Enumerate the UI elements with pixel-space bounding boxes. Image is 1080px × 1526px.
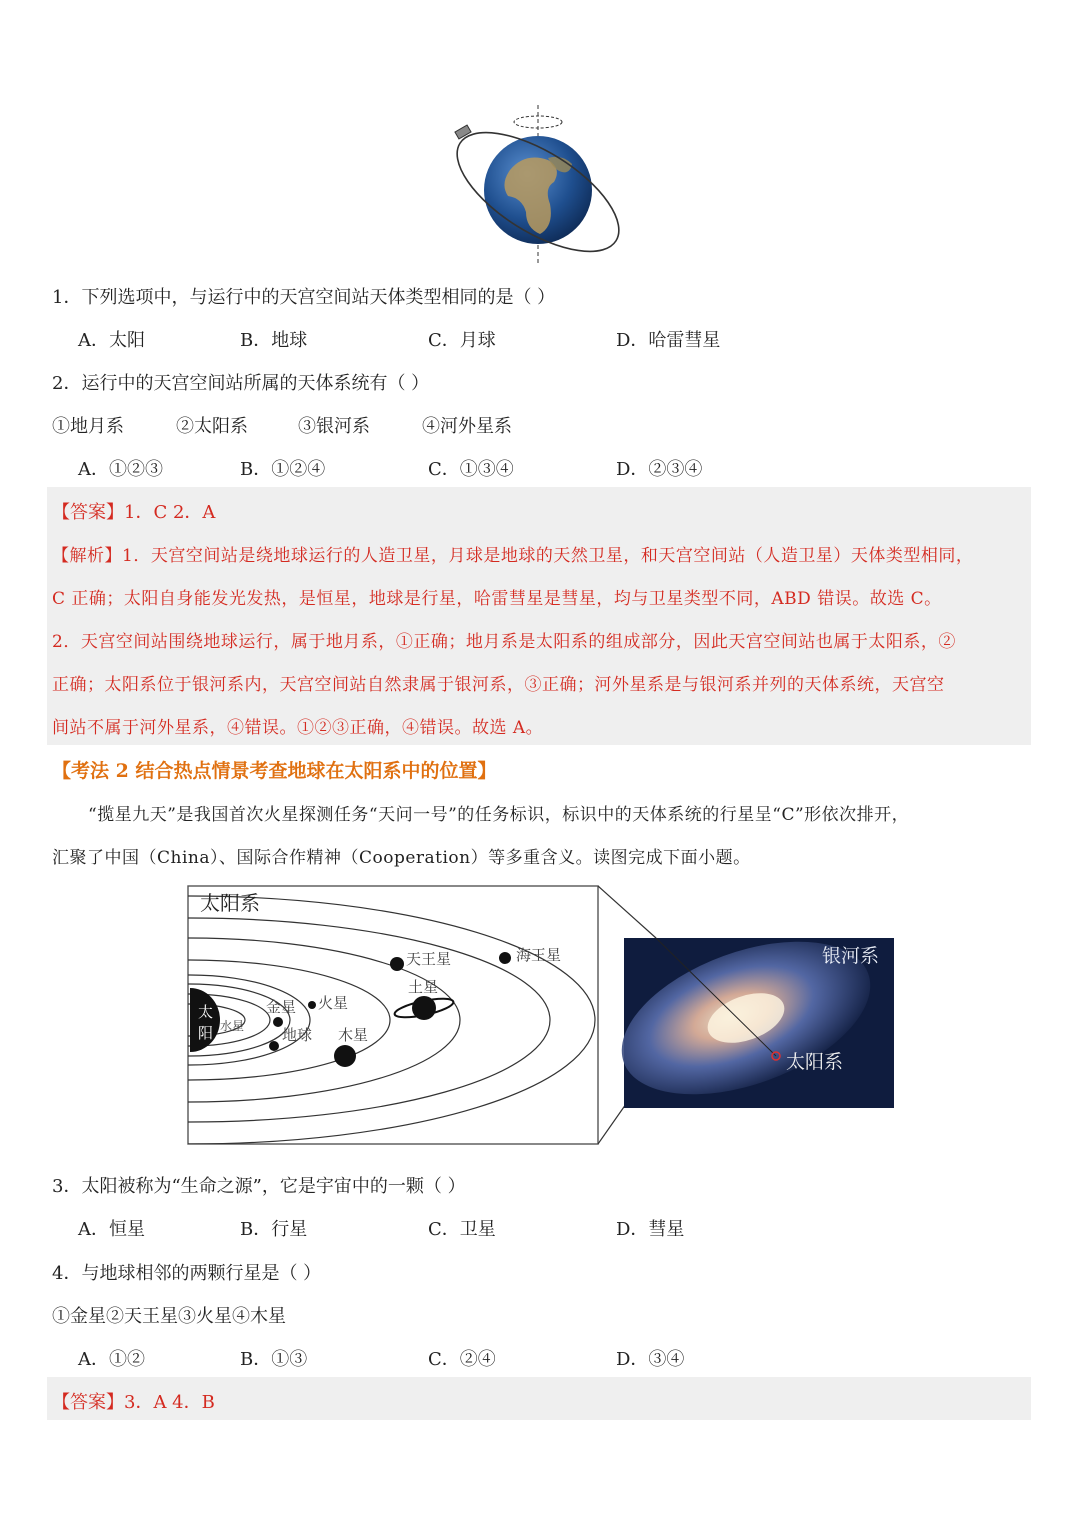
q2-choice-3: ③银河系: [298, 416, 370, 437]
solar-system-box: [188, 886, 598, 1144]
analysis-text: 1．天宫空间站是绕地球运行的人造卫星，月球是地球的天然卫星，和天宫空间站（人造卫星）天体类型相同，: [122, 546, 974, 566]
earth-station-figure: [440, 100, 640, 270]
q2-option-b: B．①②④: [240, 459, 326, 480]
answer-label: 【答案】: [52, 502, 124, 523]
venus-label: 金星: [266, 998, 297, 1016]
q2-option-c: C．①③④: [428, 459, 514, 480]
q3-option-b: B．行星: [240, 1219, 308, 1240]
q3-option-c: C．卫星: [428, 1219, 496, 1240]
galaxy-title: 银河系: [822, 945, 880, 967]
q1-option-d: D．哈雷彗星: [616, 330, 721, 351]
answer-1: [52, 498, 215, 524]
q2-choice-2: ②太阳系: [176, 416, 248, 437]
q2-option-d: D．②③④: [616, 459, 703, 480]
analysis-line-5: 间站不属于河外星系，④错误。①②③正确，④错误。故选 A。: [52, 718, 544, 738]
q2-choice-1: ①地月系: [52, 416, 124, 437]
uranus-label: 天王星: [406, 950, 452, 968]
analysis-line-1: [52, 541, 973, 566]
solar-system-title: 太阳系: [200, 891, 260, 915]
solar-system-figure: [186, 884, 898, 1148]
q1-option-c: C．月球: [428, 330, 496, 351]
section-2-intro-line-1: “揽星九天”是我国首次火星探测任务“天问一号”的任务标识，标识中的天体系统的行星呈“C”形依次排开，: [88, 805, 910, 825]
q1-stem: 1．下列选项中，与运行中的天宫空间站天体类型相同的是（ ）: [52, 287, 556, 308]
answer-2: [52, 1388, 215, 1414]
analysis-line-4: 正确；太阳系位于银河系内，天宫空间站自然隶属于银河系，③正确；河外星系是与银河系并列的天体系统，天宫空: [52, 675, 945, 695]
q2-option-a: A．①②③: [78, 459, 163, 480]
q3-stem: 3．太阳被称为“生命之源”，它是宇宙中的一颗（ ）: [52, 1176, 466, 1197]
saturn-label: 土星: [408, 978, 439, 996]
galaxy-marker-label: 太阳系: [786, 1051, 844, 1073]
space-station-icon: [455, 125, 471, 139]
sun-label-1: 太: [198, 1003, 214, 1021]
jupiter-label: 木星: [338, 1026, 369, 1044]
earth-label: 地球: [282, 1026, 313, 1044]
section-2-title: 【考法 2 结合热点情景考查地球在太阳系中的位置】: [52, 760, 497, 782]
neptune-label: 海王星: [516, 946, 562, 964]
saturn-dot: [412, 996, 436, 1020]
answer-analysis-block-1: [47, 487, 1031, 745]
answer-label-2: 【答案】: [52, 1392, 124, 1413]
analysis-label: 【解析】: [52, 546, 122, 566]
jupiter-dot: [334, 1045, 356, 1067]
answer-text-2: 3．A 4．B: [124, 1392, 215, 1413]
q3-option-a: A．恒星: [78, 1219, 145, 1240]
sun-label-2: 阳: [198, 1024, 214, 1042]
q4-option-c: C．②④: [428, 1349, 496, 1370]
q4-stem: 4．与地球相邻的两颗行星是（ ）: [52, 1263, 322, 1284]
neptune-dot: [499, 952, 511, 964]
q4-choices: ①金星②天王星③火星④木星: [52, 1306, 286, 1327]
q4-option-b: B．①③: [240, 1349, 308, 1370]
q2-stem: 2．运行中的天宫空间站所属的天体系统有（ ）: [52, 373, 430, 394]
analysis-line-3: 2．天宫空间站围绕地球运行，属于地月系，①正确；地月系是太阳系的组成部分，因此天宫空间站也属于太阳系，②: [52, 632, 956, 652]
mars-dot: [308, 1001, 316, 1009]
mars-label: 火星: [318, 994, 349, 1012]
q4-option-a: A．①②: [78, 1349, 145, 1370]
section-2-intro-line-2: 汇聚了中国（China）、国际合作精神（Cooperation）等多重含义。读图完成下面小题。: [52, 848, 751, 868]
q2-choice-4: ④河外星系: [422, 416, 512, 437]
q1-option-a: A．太阳: [78, 330, 145, 351]
mercury-label: 水星: [220, 1019, 245, 1033]
q1-option-b: B．地球: [240, 330, 308, 351]
analysis-line-2: C 正确；太阳自身能发光发热，是恒星，地球是行星，哈雷彗星是彗星，均与卫星类型不同，ABD 错误。故选 C。: [52, 589, 942, 609]
q4-option-d: D．③④: [616, 1349, 685, 1370]
earth-dot: [269, 1041, 279, 1051]
uranus-dot: [390, 957, 404, 971]
answer-text: 1．C 2．A: [124, 502, 216, 523]
q3-option-d: D．彗星: [616, 1219, 685, 1240]
